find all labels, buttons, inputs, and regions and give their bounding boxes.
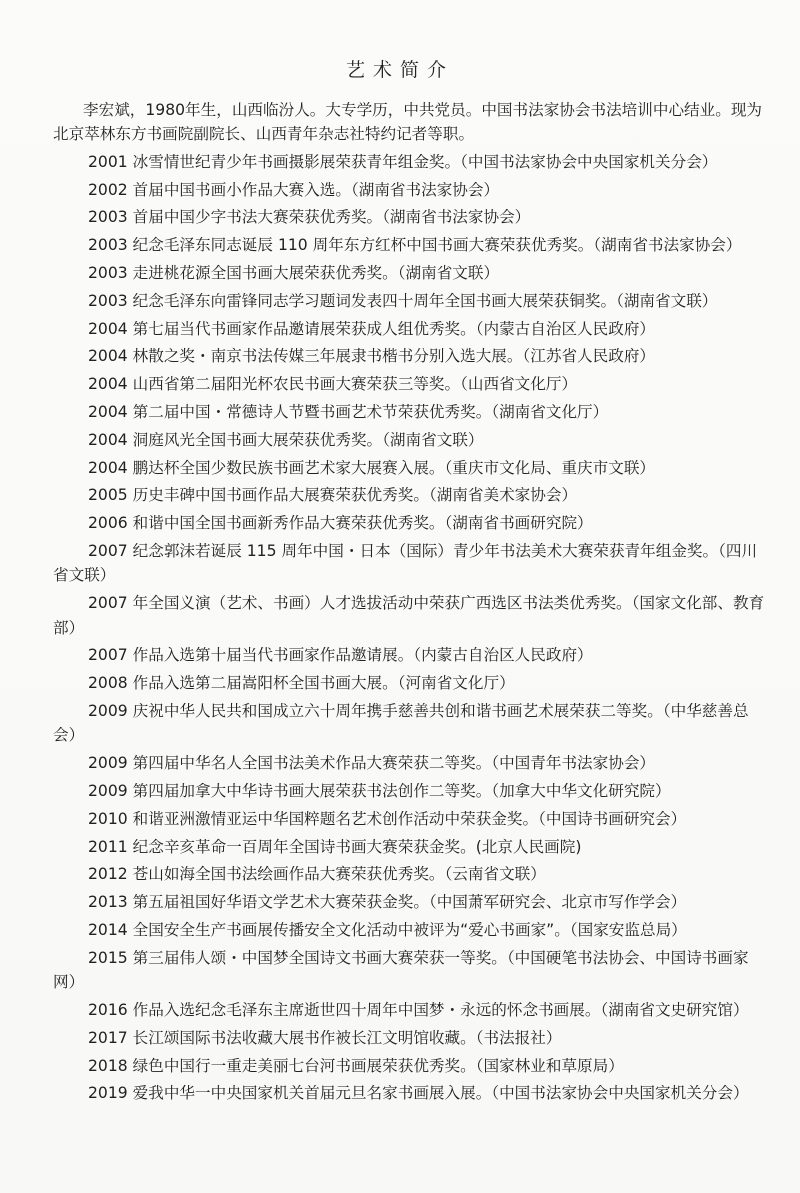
award-entry: 2014 全国安全生产书画展传播安全文化活动中被评为“爱心书画家”。（国家安监总局） xyxy=(88,920,687,939)
document-body xyxy=(53,98,768,1109)
award-entry: 2007 年全国义演（艺术、书画）人才选拔活动中荣获广西选区书法类优秀奖。（国家文化部、教育部） xyxy=(53,594,765,637)
award-entry: 2011 纪念辛亥革命一百周年全国诗书画大赛荣获金奖。(北京人民画院) xyxy=(88,837,582,856)
award-entry: 2015 第三届伟人颂・中国梦全国诗文书画大赛荣获一等奖。（中国硬笔书法协会、中国诗书画家网） xyxy=(53,948,749,992)
award-entry: 2009 庆祝中华人民共和国成立六十周年携手慈善共创和谐书画艺术展荣获二等奖。（中华慈善总会） xyxy=(53,701,749,745)
award-entry: 2001 冰雪情世纪青少年书画摄影展荣获青年组金奖。（中国书法家协会中央国家机关分会） xyxy=(88,152,718,171)
award-entry: 2004 洞庭风光全国书画大展荣获优秀奖。（湖南省文联） xyxy=(88,430,484,449)
award-entry: 2003 纪念毛泽东同志诞辰 110 周年东方红杯中国书画大赛荣获优秀奖。（湖南省书法家协会） xyxy=(88,236,742,255)
award-entry: 2010 和谐亚洲激情亚运中华国粹题名艺术创作活动中荣获金奖。（中国诗书画研究会） xyxy=(88,809,687,828)
award-entry: 2017 长江颂国际书法收藏大展书作被长江文明馆收藏。（书法报社） xyxy=(88,1028,562,1047)
award-entry: 2004 鹏达杯全国少数民族书画艺术家大展赛入展。（重庆市文化局、重庆市文联） xyxy=(88,458,656,477)
award-entry: 2019 爱我中华一中央国家机关首届元旦名家书画展入展。（中国书法家协会中央国家机关分会） xyxy=(88,1084,749,1103)
award-entry: 2009 第四届加拿大中华诗书画大展荣获书法创作二等奖。（加拿大中华文化研究院） xyxy=(88,781,671,800)
award-entry: 2008 作品入选第二届嵩阳杯全国书画大展。（河南省文化厅） xyxy=(88,674,515,693)
award-entry: 2007 作品入选第十届当代书画家作品邀请展。（内蒙古自治区人民政府） xyxy=(88,646,593,665)
document-title: 艺术简介 xyxy=(345,59,454,81)
award-entry: 2004 第二届中国・常德诗人节暨书画艺术节荣获优秀奖。（湖南省文化厅） xyxy=(88,402,609,421)
award-entry: 2016 作品入选纪念毛泽东主席逝世四十周年中国梦・永远的怀念书画展。（湖南省文史研究馆） xyxy=(88,1000,749,1019)
award-entry: 2013 第五届祖国好华语文学艺术大赛荣获金奖。（中国萧军研究会、北京市写作学会） xyxy=(88,893,687,912)
award-entry: 2012 苍山如海全国书法绘画作品大赛荣获优秀奖。（云南省文联） xyxy=(88,865,546,884)
award-entry: 2009 第四届中华名人全国书法美术作品大赛荣获二等奖。（中国青年书法家协会） xyxy=(88,754,656,773)
award-entry: 2006 和谐中国全国书画新秀作品大赛荣获优秀奖。（湖南省书画研究院） xyxy=(88,514,593,533)
award-entry: 2002 首届中国书画小作品大赛入选。（湖南省书法家协会） xyxy=(88,180,500,199)
award-entry: 2004 山西省第二届阳光杯农民书画大赛荣获三等奖。（山西省文化厅） xyxy=(88,375,578,394)
award-entry: 2005 历史丰碑中国书画作品大展赛荣获优秀奖。（湖南省美术家协会） xyxy=(88,486,578,505)
award-entry: 2004 第七届当代书画家作品邀请展荣获成人组优秀奖。（内蒙古自治区人民政府） xyxy=(88,319,656,338)
intro-paragraph: 李宏斌，1980年生，山西临汾人。大专学历，中共党员。中国书法家协会书法培训中心结业。现为北京萃林东方书画院副院长、山西青年杂志社特约记者等职。 xyxy=(53,101,763,144)
award-entry: 2003 走进桃花源全国书画大展荣获优秀奖。（湖南省文联） xyxy=(88,264,500,282)
award-entry: 2018 绿色中国行一重走美丽七台河书画展荣获优秀奖。（国家林业和草原局） xyxy=(88,1056,624,1075)
award-entry: 2004 林散之奖・南京书法传媒三年展隶书楷书分别入选大展。（江苏省人民政府） xyxy=(88,347,656,366)
award-entry: 2007 纪念郭沫若诞辰 115 周年中国・日本（国际）青少年书法美术大赛荣获青年组金奖。（四川省文联） xyxy=(53,541,758,585)
award-entry: 2003 首届中国少字书法大赛荣获优秀奖。（湖南省书法家协会） xyxy=(88,208,531,227)
award-entry: 2003 纪念毛泽东向雷锋同志学习题词发表四十周年全国书画大展荣获铜奖。（湖南省文联） xyxy=(88,291,718,310)
